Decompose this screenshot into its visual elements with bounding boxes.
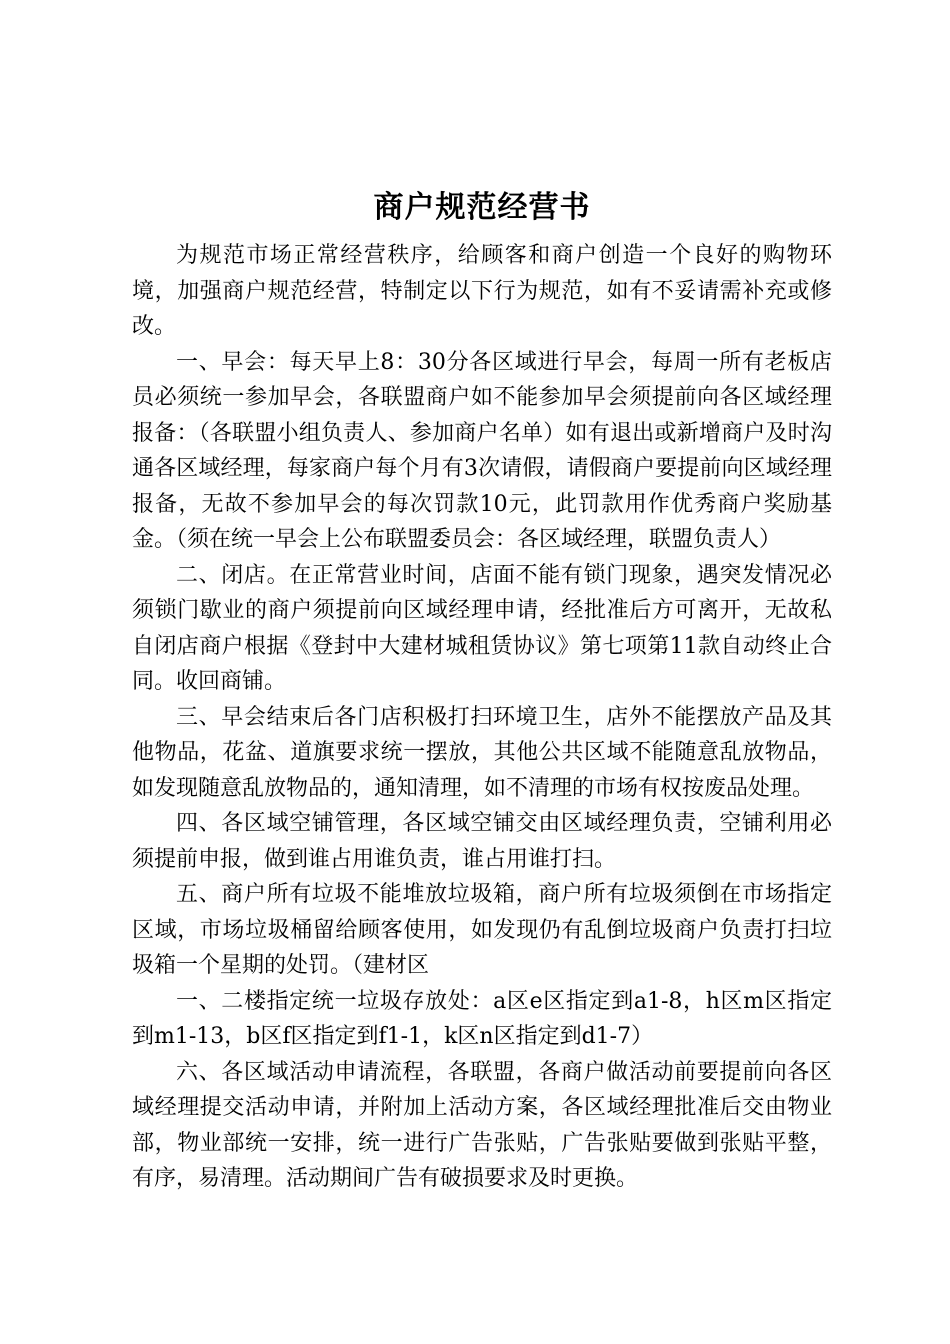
paragraph-garbage-locations: 一、二楼指定统一垃圾存放处：a区e区指定到a1-8，h区m区指定到m1-13，b区f区指定到f1-1，k区n区指定到d1-7）: [132, 988, 832, 1049]
document-page: [132, 186, 832, 1197]
paragraph-store-closing: 二、闭店。在正常营业时间，店面不能有锁门现象，遇突发情况必须锁门歇业的商户须提前向区域经理申请，经批准后方可离开，无故私自闭店商户根据《登封中大建材城租赁协议》第七项第11款自动终止合同。收回商铺。: [132, 562, 832, 694]
paragraph-garbage: 五、商户所有垃圾不能堆放垃圾箱，商户所有垃圾须倒在市场指定区域，市场垃圾桶留给顾客使用，如发现仍有乱倒垃圾商户负责打扫垃圾箱一个星期的处罚。（建材区: [132, 882, 832, 978]
document-title: 商户规范经营书: [373, 190, 591, 225]
paragraph-cleaning: 三、早会结束后各门店积极打扫环境卫生，店外不能摆放产品及其他物品，花盆、道旗要求统一摆放，其他公共区域不能随意乱放物品，如发现随意乱放物品的，通知清理，如不清理的市场有权按废品处理。: [132, 704, 832, 801]
paragraph-morning-meeting: 一、早会：每天早上8：30分各区域进行早会，每周一所有老板店员必须统一参加早会，各联盟商户如不能参加早会须提前向各区域经理报备：（各联盟小组负责人、参加商户名单）如有退出或新增商户及时沟通各区域经理，每家商户每个月有3次请假，请假商户要提前向区域经理报备，无故不参加早会的每次罚款10元，此罚款用作优秀商户奖励基金。（须在统一早会上公布联盟委员会：各区域经理，联盟负责人）: [132, 349, 832, 552]
paragraph-intro: 为规范市场正常经营秩序，给顾客和商户创造一个良好的购物环境，加强商户规范经营，特制定以下行为规范，如有不妥请需补充或修改。: [132, 243, 832, 339]
paragraph-activity-application: 六、各区域活动申请流程，各联盟，各商户做活动前要提前向各区域经理提交活动申请，并附加上活动方案，各区域经理批准后交由物业部，物业部统一安排，统一进行广告张贴，广告张贴要做到张贴平整，有序，易清理。活动期间广告有破损要求及时更换。: [132, 1059, 832, 1191]
paragraph-vacant-shops: 四、各区域空铺管理，各区域空铺交由区域经理负责，空铺利用必须提前申报，做到谁占用谁负责，谁占用谁打扫。: [132, 811, 832, 872]
